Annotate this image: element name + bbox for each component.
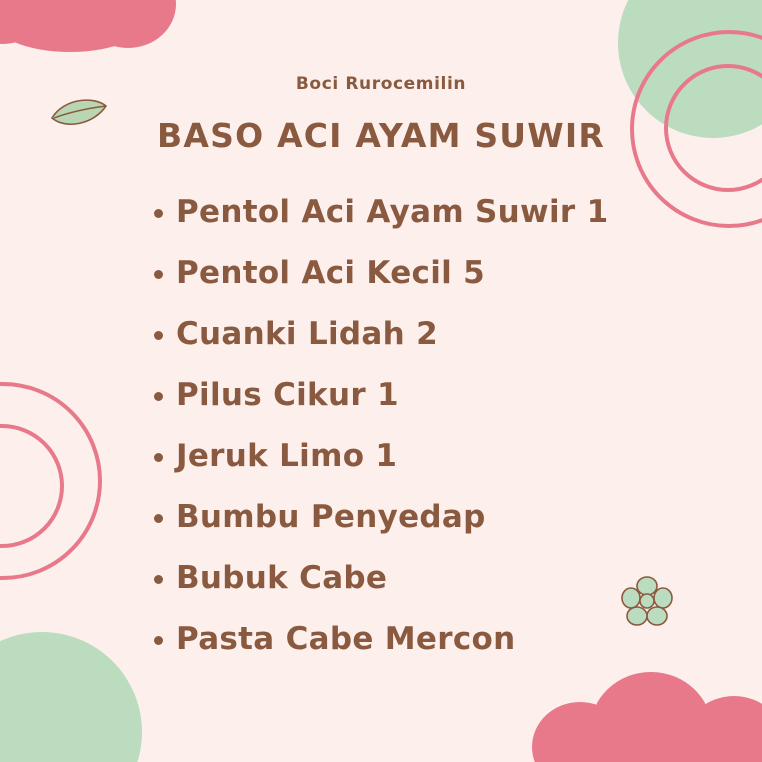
bullet-icon [154, 636, 163, 645]
list-item-label: Bumbu Penyedap [176, 499, 486, 535]
list-item-label: Pentol Aci Kecil 5 [176, 255, 486, 291]
list-item [176, 438, 762, 474]
list-item-label: Cuanki Lidah 2 [176, 316, 438, 352]
list-item [176, 560, 762, 596]
list-item-label: Pilus Cikur 1 [176, 377, 399, 413]
list-item [176, 377, 762, 413]
bullet-icon [154, 453, 163, 462]
bullet-icon [154, 209, 163, 218]
bullet-icon [154, 331, 163, 340]
brand-name: Boci Rurocemilin [295, 74, 467, 94]
list-item-label: Bubuk Cabe [176, 560, 388, 596]
list-item-label: Pasta Cabe Mercon [176, 621, 516, 657]
bullet-icon [154, 575, 163, 584]
list-item [176, 621, 762, 657]
bullet-icon [154, 270, 163, 279]
list-item [176, 499, 762, 535]
list-item-label: Jeruk Limo 1 [176, 438, 398, 474]
list-item [176, 194, 762, 230]
cloud-bottom-right-decoration [532, 668, 762, 762]
ingredient-list [0, 194, 762, 657]
list-item [176, 316, 762, 352]
bullet-icon [154, 392, 163, 401]
bullet-icon [154, 514, 163, 523]
list-item [176, 255, 762, 291]
page-title: BASO ACI AYAM SUWIR [157, 116, 605, 155]
list-item-label: Pentol Aci Ayam Suwir 1 [176, 194, 609, 230]
